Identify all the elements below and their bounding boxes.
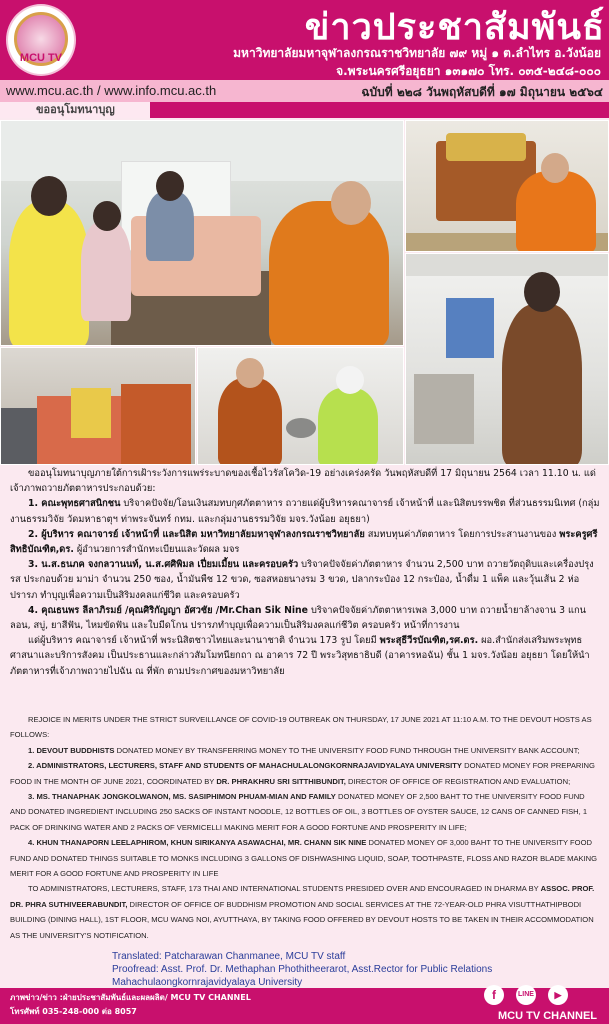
photo-offering-table [0, 120, 404, 346]
credit-proofread: Proofread: Asst. Prof. Dr. Methaphan Phothitheerarot, Asst.Rector for Public Relations [112, 964, 493, 975]
article-item-3-en: 3. MS. THANAPHAK JONGKOLWANON, MS. SASIPHIMON PHUAM-MIAN AND FAMILY DONATED MONEY OF 2,500 BAHT TO THE UNIVERSITY FOOD FUND AND DONATED INGREDIENT INCLUDING 250 SACKS OF INSTANT NOODLE, 12 BOTTLES OF OIL, 3 BOTTLES OF OYSTER SAUCE, 12 CANS OF CANNED FISH, 1 PACK OF DRINKING WATER AND 2 PACKS OF VERMICELLI MAKING MERIT FOR A GOOD FORTUNE AND PROSPERITY IN LIFE; [10, 792, 588, 832]
info-bar [0, 80, 609, 102]
issue-date: ฉบับที่ ๒๒๘ วันพฤหัสบดีที่ ๑๗ มิถุนายน ๒๕๖๔ [361, 85, 603, 99]
article-item-3-th: 3. น.ส.ธนภค จงกลวานนท์, น.ส.ศศิพิมล เปี่ยมเมี้ยน และครอบครัว บริจาคปัจจัยค่าภัตตาหาร จำนวน 2,500 บาท ถวายวัตถุดิบและเครื่องปรุงรส ประกอบด้วย มาม่า จำนวน 250 ซอง, น้ำมันพืช 12 ขวด, ซอสหอยนางรม 3 ขวด, ปลากระป๋อง 12 กระป๋อง, น้ำดื่ม 1 แพ็ค และวุ้นเส้น 2 ห่อ ปรารภ ทำบุญเพื่อความเป็นสิริมงคลแก่ชีวิต และครอบครัว [10, 559, 594, 601]
article-item-1-en: 1. DEVOUT BUDDHISTS DONATED MONEY BY TRANSFERRING MONEY TO THE UNIVERSITY FOOD FUND THROUGH THE UNIVERSITY BANK ACCOUNT; [28, 745, 580, 755]
article-closing-th: แด่ผู้บริหาร คณาจารย์ เจ้าหน้าที่ พระนิสิตชาวไทยและนานาชาติ จำนวน 173 รูป โดยมี พระสุธีวีรบัณฑิต,รศ.ดร. ผอ.สำนักส่งเสริมพระพุทธศาสนาและบริการสังคม เป็นประธานและกล่าวสัมโมทนียกถา ณ อาคาร 72 ปี พระวิสุทธาธิบดี (อาคารหอฉัน) ชั้น 1 มจร.วังน้อย อยุธยา โดยให้นำภัตตาหารที่เจ้าภาพถวายไปฉัน ณ ที่พัก ตามประกาศของมหาวิทยาลัย [10, 635, 590, 677]
article-item-4-en: 4. KHUN THANAPORN LEELAPHIROM, KHUN SIRIKANYA ASAWACHAI, MR. CHANN SIK NINE DONATED MONEY OF 3,000 BAHT TO THE UNIVERSITY FOOD FUND AND DONATED THINGS SUITABLE TO MONKS INCLUDING 3 GALLONS OF DISHWASHING LIQUID, SOAP, TOOTHPASTE, FLOSS AND RAZOR BLADE MAKING MERIT FOR A GOOD FORTUNE AND PROSPERITY IN LIFE [10, 838, 598, 879]
article-thai [10, 466, 602, 679]
article-closing-en: TO ADMINISTRATORS, LECTURERS, STAFF, 173 THAI AND INTERNATIONAL STUDENTS PRESIDED OVER AND ENCOURAGED IN DHARMA BY ASSOC. PROF. DR. PHRA SUTHIVEERABUNDIT, DIRECTOR OF OFFICE OF BUDDHISM PROMOTION AND SOCIAL SERVICES AT THE 72-YEAR-OLD PHRA VISUTTHATHIPBODI BUILDING (DINING HALL), 1ST FLOOR, MCU WANG NOI, AYUTTHAYA, BY TAKING FOOD OFFERED BY DEVOUT HOSTS TO BE TAKEN IN THEIR ACCOMMODATION AS THE UNIVERSITY'S NOTIFICATION. [10, 884, 595, 940]
university-line: มหาวิทยาลัยมหาจุฬาลงกรณราชวิทยาลัย ๗๙ หมู่ ๑ ต.ลำไทร อ.วังน้อย [233, 46, 601, 60]
website-links[interactable]: www.mcu.ac.th / www.info.mcu.ac.th [6, 83, 217, 98]
photo-monk-shrine [405, 120, 609, 252]
address-line: จ.พระนครศรีอยุธยา ๑๓๑๗๐ โทร. ๐๓๕-๒๔๘-๐๐๐ [336, 64, 601, 78]
page-title: ข่าวประชาสัมพันธ์ [304, 7, 605, 48]
article-english [10, 712, 602, 943]
channel-name: MCU TV CHANNEL [498, 1010, 597, 1022]
article-item-1-th: 1. คณะพุทธศาสนิกชน บริจาคปัจจัย/โอนเงินสมทบกุศภัตตาหาร ถวายแด่ผู้บริหารคณาจารย์ เจ้าหน้าที่ และนิสิตบรรพชิต ที่ส่วนธรรมนิเทศ (กลุ่มงานธรรมวิจัย วัดมหาธาตุฯ ท่าพระจันทร์ กทม. และกลุ่มงานธรรมวิจัย มจร.วังน้อย อยุธยา) [10, 498, 600, 525]
article-item-2-th: 2. ผู้บริหาร คณาจารย์ เจ้าหน้าที่ และนิสิต มหาวิทยาลัยมหาจุฬาลงกรณราชวิทยาลัย สมทบทุนค่าภัตตาหาร โดยการประสานงานของ พระครูศรีสิทธิบัณฑิต,ดร. ผู้อำนวยการสำนักทะเบียนและวัดผล มจร [10, 528, 598, 556]
photo-serving-food [197, 347, 404, 465]
article-intro-th: ขออนุโมทนาบุญภายใต้การเฝ้าระวังการแพร่ระบาดของเชื้อไวรัสโควิด-19 อย่างเคร่งครัด วันพฤหัสบดีที่ 17 มิถุนายน 2564 เวลา 11.10 น. แด่เจ้าภาพถวายภัตตาหารประกอบด้วย: [10, 468, 596, 495]
header-banner [0, 0, 609, 80]
article-item-4-th: 4. คุณธนพร ลีลาภิรมย์ /คุณศิริกัญญา อัศวชัย /Mr.Chan Sik Nine บริจาคปัจจัยค่าภัตตาหารเพล 3,000 บาท ถวายน้ำยาล้างจาน 3 แกนลอน, สบู่, ยาสีฟัน, ไหมขัดฟัน และใบมีดโกน ปรารภทำบุญเพื่อความเป็นสิริมงคลแก่ชีวิต ครอบครัว หน้าที่การงาน [10, 604, 586, 632]
section-bar [0, 102, 609, 118]
credits-block [112, 950, 532, 989]
article-item-2-en: 2. ADMINISTRATORS, LECTURERS, STAFF AND STUDENTS OF MAHACHULALONGKORNRAJAVIDYALAYA UNIVERSITY DONATED MONEY FOR PREPARING FOOD IN THE MONTH OF JUNE 2021, COORDINATED BY DR. PHRAKHRU SRI SITTHIBUNDIT, DIRECTOR OF OFFICE OF REGISTRATION AND EVALUATION; [10, 761, 595, 786]
facebook-icon[interactable]: f [484, 985, 504, 1005]
mcu-tv-logo [6, 4, 76, 76]
credit-university: Mahachulaongkornrajavidyalaya University [112, 977, 303, 988]
photo-donations-closeup [0, 347, 196, 465]
footer-source: ภาพข่าว/ข่าว :ฝ่ายประชาสัมพันธ์และผลผลิต/ MCU TV CHANNEL [10, 993, 251, 1002]
line-icon[interactable]: LINE [516, 985, 536, 1005]
section-tag: ขออนุโมทนาบุญ [0, 102, 150, 118]
youtube-icon[interactable]: ▶ [548, 985, 568, 1005]
logo-text: MCU TV [19, 52, 63, 64]
footer-phone: โทรศัพท์ 035-248-000 ต่อ 8057 [10, 1007, 137, 1016]
credit-translated: Translated: Patcharawan Chanmanee, MCU TV staff [112, 951, 346, 962]
article-intro-en: REJOICE IN MERITS UNDER THE STRICT SURVEILLANCE OF COVID-19 OUTBREAK ON THURSDAY, 17 JUNE 2021 AT 11:10 A.M. TO THE DEVOUT HOSTS AS FOLLOWS: [10, 715, 592, 740]
photo-woman-praying [405, 253, 609, 465]
